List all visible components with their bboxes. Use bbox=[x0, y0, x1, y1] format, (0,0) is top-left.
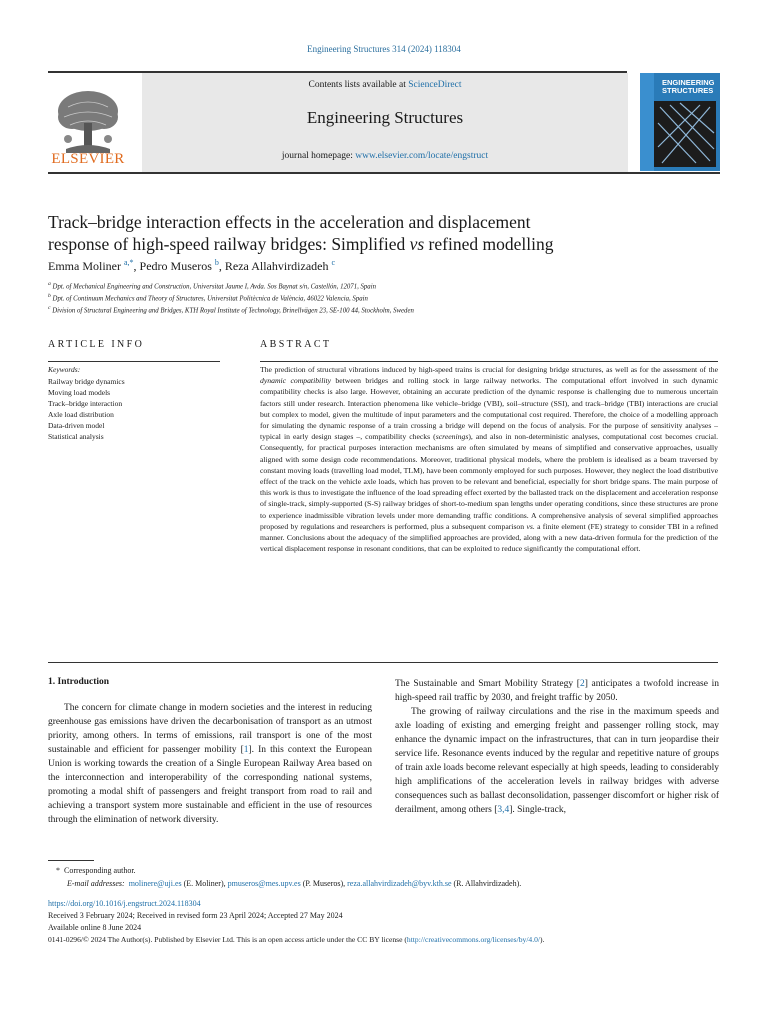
body-text: ]. Single-track, bbox=[509, 805, 566, 815]
email-link[interactable]: molinere@uji.es bbox=[128, 879, 182, 888]
copyright-line bbox=[48, 935, 748, 944]
masthead-bottom-rule bbox=[48, 172, 720, 174]
keywords-label: Keywords: bbox=[48, 365, 81, 374]
intro-right-paragraph bbox=[395, 705, 719, 817]
intro-left-paragraph bbox=[48, 701, 372, 827]
article-title bbox=[48, 211, 728, 255]
email-owner: (P. Museros), bbox=[300, 879, 348, 888]
keyword: Track–bridge interaction bbox=[48, 399, 123, 408]
title-part-a: response of high-speed railway bridges: Simplified bbox=[48, 234, 410, 254]
author-list: Emma Moliner $^{a,*}$, Pedro Museros $^b$, Reza Allahvirdizadeh $^c$ bbox=[48, 258, 336, 273]
affiliation bbox=[48, 305, 728, 314]
affiliation-mark: c bbox=[48, 305, 51, 311]
keyword: Railway bridge dynamics bbox=[48, 377, 125, 386]
title-line-2 bbox=[48, 233, 728, 255]
email-addresses bbox=[67, 879, 767, 888]
affiliation bbox=[48, 281, 728, 290]
homepage-prefix: journal homepage: bbox=[281, 151, 356, 161]
email-link[interactable]: reza.allahvirdizadeh@byv.kth.se bbox=[347, 879, 452, 888]
corresponding-author-note bbox=[56, 866, 756, 875]
abstract-heading: ABSTRACT bbox=[260, 339, 332, 350]
sciencedirect-link[interactable]: ScienceDirect bbox=[408, 80, 462, 90]
keyword-list bbox=[48, 376, 228, 442]
journal-cover-thumbnail[interactable] bbox=[640, 73, 720, 171]
contents-line bbox=[142, 80, 628, 90]
title-line-1: Track–bridge interaction effects in the acceleration and displacement bbox=[48, 212, 531, 232]
title-part-b: refined modelling bbox=[424, 234, 554, 254]
abstract-text: ), and also in non-deterministic analyses, computational cost becomes crucial. Consequently, for practical purposes interaction mechanisms are often simulated by means of simplified and conservative approaches, usually aligned with some design code recommendations. Moreover, traditional physical models, where the problem is idealised as a beam traversed by constant moving loads (travelling load model, TLM), have been commonly employed for such purposes. However, they neglect the load distributive effect of the track on the vehicle axle loads, which has proven to be relevant and beneficial, especially for short bridge spans. The main purpose of this work is thus to investigate the influence of the load spreading effect exerted by the ballasted track on the displacement and acceleration response of single-track, simply-supported (S-S) railway bridges of short-to-medium span lengths under operating conditions, since these structures are prone to experience inadmissible vibration levels under more demanding traffic conditions. A comprehensive analysis of several simplified approaches proposed by regulations and researchers is performed, plus a subsequent comparison bbox=[260, 432, 718, 531]
author-name[interactable]: Reza Allahvirdizadeh bbox=[224, 259, 329, 273]
affiliation-text: Division of Structural Engineering and Bridges, KTH Royal Institute of Technology, Brinellvägen 23, SE-100 44, Stockholm, Sweden bbox=[52, 307, 414, 315]
citation-link[interactable]: 1 bbox=[243, 745, 249, 755]
keyword: Moving load models bbox=[48, 388, 111, 397]
cover-title-line1: ENGINEERING bbox=[662, 78, 715, 87]
doi-link[interactable]: https://doi.org/10.1016/j.engstruct.2024.118304 bbox=[48, 899, 201, 908]
body-text: The growing of railway circulations and the rise in the maximum speeds and axle loading of existing and emerging freight and passenger rolling stock, may enhance the dynamic impact on the infrastructures, that can in turn jeopardise their service life. Resonance events induced by the regular and repetitive nature of groups of train axle loads become relevant especially at high speeds, leading to considerably high amplifications of the acceleration levels in railway bridges with adverse consequences such as ballast deconsolidation, passenger discomfort or higher risk of derailment, among others [ bbox=[395, 707, 719, 815]
abstract-rule bbox=[260, 361, 718, 362]
affiliation-text: Dpt. of Mechanical Engineering and Construction, Universitat Jaume I, Avda. Sos Baynat s/n, Castellón, 12071, Spain bbox=[52, 283, 376, 291]
cover-title bbox=[662, 79, 715, 95]
homepage-line bbox=[142, 151, 628, 161]
journal-reference[interactable]: Engineering Structures 314 (2024) 118304 bbox=[307, 44, 461, 54]
abstract-emphasis: dynamic compatibility bbox=[260, 376, 332, 386]
footnote-rule bbox=[48, 860, 94, 861]
copyright-text: ). bbox=[540, 935, 545, 944]
email-owner: (E. Moliner), bbox=[181, 879, 228, 888]
license-link[interactable]: http://creativecommons.org/licenses/by/4.0/ bbox=[406, 935, 541, 944]
intro-right-paragraph bbox=[395, 677, 719, 705]
keyword: Axle load distribution bbox=[48, 410, 114, 419]
body-text: ] anticipates a twofold increase in high-speed rail traffic by 2030, and freight traffic by 2050. bbox=[395, 679, 720, 703]
abstract-text: between bridges and rolling stock in large railway networks. The computational effort involved in such dynamic compatibility checks is also large. However, obtaining an accurate prediction of the dynamic response is challenging due to numerous uncertain factors still under research. Interaction phenomena like vehicle–bridge (VBI), soil–structure (SSI), and track–bridge (TBI) interactions are crucial but complex to model, given the multitude of input parameters and the computational cost required. Therefore, the choice of a modelling approach for simulating the dynamic response of a train crossing a bridge will depend on the focus of analysis. For the purpose of sensitivity analyses – typical in early design stages –, compatibility checks ( bbox=[260, 376, 718, 442]
article-info-heading: ARTICLE INFO bbox=[48, 339, 145, 350]
affiliation-text: Dpt. of Continuum Mechanics and Theory of Structures, Universitat Politècnica de València, 46022 Valencia, Spain bbox=[52, 295, 368, 303]
abstract-emphasis: screenings bbox=[435, 432, 469, 442]
copyright-text: 0141-0296/© 2024 The Author(s). Published by Elsevier Ltd. This is an open access article under the CC BY license ( bbox=[48, 935, 407, 944]
received-dates: Received 3 February 2024; Received in revised form 23 April 2024; Accepted 27 May 2024 bbox=[48, 911, 343, 920]
abstract-text: The prediction of structural vibrations induced by high-speed trains is crucial for designing bridge structures, as well as for the assessment of the bbox=[260, 365, 718, 374]
affiliation-mark: a bbox=[48, 281, 51, 287]
email-link[interactable]: pmuseros@mes.upv.es bbox=[227, 879, 301, 888]
title-vs: vs bbox=[409, 234, 425, 254]
abstract-body bbox=[260, 364, 718, 554]
author-name[interactable]: Emma Moliner bbox=[48, 259, 121, 273]
email-label: E-mail addresses: bbox=[67, 879, 125, 888]
keyword: Data-driven model bbox=[48, 421, 105, 430]
asterisk-mark: * bbox=[56, 866, 60, 875]
body-text: The Sustainable and Smart Mobility Strategy [ bbox=[395, 679, 580, 689]
citation-link[interactable]: 3,4 bbox=[497, 805, 510, 815]
author-affiliation-mark[interactable]: b bbox=[214, 258, 219, 267]
body-text: The concern for climate change in modern societies and the interest in reducing greenhouse gas emissions have driven the decarbonisation of transport as an utmost priority, among others. In terms of emissions, rail transport is one of the most sustainable and efficient for passenger mobility [ bbox=[48, 703, 372, 755]
cover-title-line2: STRUCTURES bbox=[662, 86, 714, 95]
article-info-rule bbox=[48, 361, 220, 362]
homepage-link[interactable]: www.elsevier.com/locate/engstruct bbox=[355, 151, 489, 161]
author-name[interactable]: Pedro Museros bbox=[139, 259, 212, 273]
author-affiliation-mark[interactable]: c bbox=[331, 258, 336, 267]
footnote-text: Corresponding author. bbox=[64, 866, 136, 875]
intro-right-column bbox=[395, 677, 719, 817]
email-owner: (R. Allahvirdizadeh). bbox=[451, 879, 522, 888]
citation-link[interactable]: 2 bbox=[579, 679, 585, 689]
body-text: ]. In this context the European Union is working towards the creation of a Single European Railway Area based on the interconnection and interoperability of the corresponding national systems, promoting a modal shift of passengers and freight transport from road to rail and achieving a transport system more sustainable and efficient in the use of resources through the elimination of network diversity. bbox=[48, 745, 372, 825]
author-affiliation-mark[interactable]: a,* bbox=[123, 258, 134, 267]
available-online-date: Available online 8 June 2024 bbox=[48, 923, 142, 932]
keyword: Statistical analysis bbox=[48, 432, 104, 441]
journal-title: Engineering Structures bbox=[306, 108, 464, 127]
affiliation bbox=[48, 293, 728, 302]
elsevier-wordmark: ELSEVIER bbox=[51, 151, 125, 167]
affiliation-mark: b bbox=[48, 293, 51, 299]
contents-prefix: Contents lists available at bbox=[308, 80, 409, 90]
abstract-text: a finite element (FE) strategy to consider TBI in a refined manner. Conclusions about the adequacy of the simplified approaches are provided, along with a new data-driven formula for the prediction of the vertical displacement response in resonant conditions, that can be exploited to reduce significantly the computational effort. bbox=[260, 521, 718, 554]
abstract-emphasis: vs. bbox=[526, 521, 535, 531]
section-heading-introduction: 1. Introduction bbox=[48, 677, 110, 687]
abstract-bottom-rule bbox=[48, 662, 718, 663]
